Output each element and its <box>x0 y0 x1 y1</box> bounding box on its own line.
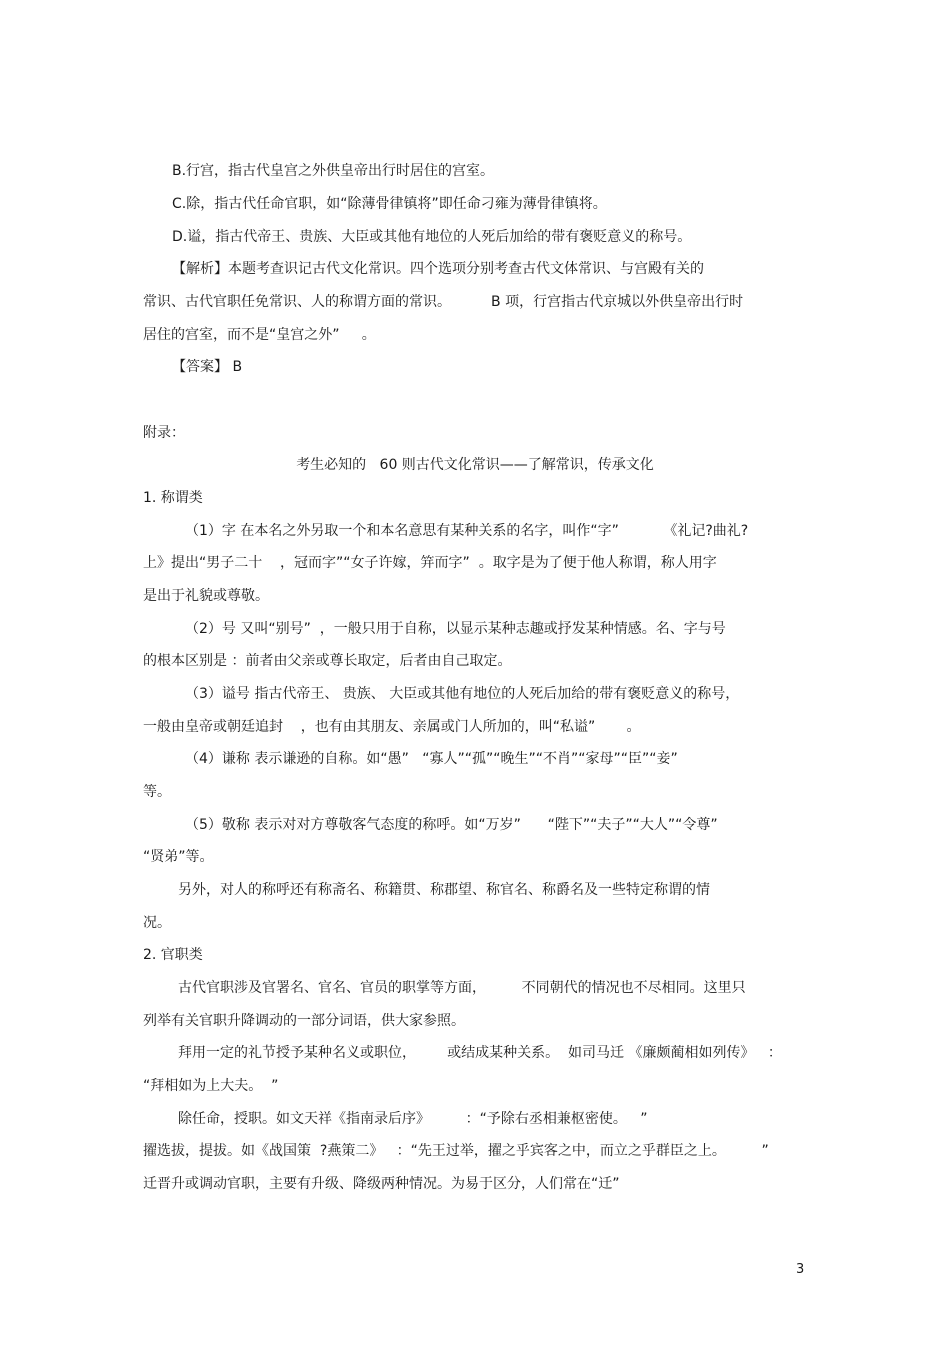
option-b: B.行宫，指古代皇宫之外供皇帝出行时居住的宫室。 <box>172 163 495 179</box>
paragraph-zi-line-3: 是出于礼貌或尊敬。 <box>143 588 269 604</box>
paragraph-zi-line-1: （1）字 在本名之外另取一个和本名意思有某种关系的名字，叫作“字” 《礼记?曲礼? <box>185 523 749 539</box>
analysis-line-3: 居住的宫室，而不是“皇宫之外” 。 <box>143 327 376 343</box>
section-heading-2: 2. 官职类 <box>143 947 203 963</box>
page-number: 3 <box>796 1262 805 1277</box>
paragraph-qiancheng-line-1: （4）谦称 表示谦逊的自称。如“愚” “寡人”“孤”“晚生”“不肖”“家母”“臣”“妾” <box>185 751 678 767</box>
paragraph-bai-line-1: 拜用一定的礼节授予某种名义或职位， 或结成某种关系。 如司马迁 《廉颇蔺相如列传》 ： <box>178 1045 782 1061</box>
paragraph-chu: 除任命，授职。如文天祥《指南录后序》 ：“予除右丞相兼枢密使。 ” <box>178 1111 648 1127</box>
paragraph-qian: 迁晋升或调动官职，主要有升级、降级两种情况。为易于区分，人们常在“迁” <box>143 1176 620 1192</box>
option-c: C.除，指古代任命官职，如“除薄骨律镇将”即任命刁雍为薄骨律镇将。 <box>172 196 607 212</box>
appendix-title: 考生必知的 60 则古代文化常识——了解常识，传承文化 <box>296 457 654 473</box>
appendix-label: 附录： <box>143 425 185 441</box>
paragraph-hao-line-1: （2）号 又叫“别号” ，一般只用于自称，以显示某种志趣或抒发某种情感。名、字与号 <box>185 621 726 637</box>
paragraph-jingcheng-line-2: “贤弟”等。 <box>143 849 214 865</box>
paragraph-shihao-line-2: 一般由皇帝或朝廷追封 ，也有由其朋友、亲属或门人所加的，叫“私谥” 。 <box>143 719 641 735</box>
analysis-line-2: 常识、古代官职任免常识、人的称谓方面的常识。 B 项，行宫指古代京城以外供皇帝出行时 <box>143 294 744 310</box>
paragraph-zhuo: 擢选拔，提拔。如《战国策 ?燕策二》 ：“先王过举，擢之乎宾客之中，而立之乎群臣之上。 ” <box>143 1143 769 1159</box>
paragraph-guanzhi-line-1: 古代官职涉及官署名、官名、官员的职掌等方面， 不同朝代的情况也不尽相同。这里只 <box>178 980 746 996</box>
paragraph-bai-line-2: “拜相如为上大夫。 ” <box>143 1078 279 1094</box>
analysis-line-1: 【解析】本题考查识记古代文化常识。四个选项分别考查古代文体常识、与宫殿有关的 <box>172 261 704 277</box>
paragraph-shihao-line-1: （3）谥号 指古代帝王、 贵族、 大臣或其他有地位的人死后加给的带有褒贬意义的称号， <box>185 686 740 702</box>
option-d: D.谥，指古代帝王、贵族、大臣或其他有地位的人死后加给的带有褒贬意义的称号。 <box>172 229 692 245</box>
paragraph-other-line-2: 况。 <box>143 915 171 931</box>
paragraph-qiancheng-line-2: 等。 <box>143 784 171 800</box>
section-heading-1: 1. 称谓类 <box>143 490 203 506</box>
paragraph-jingcheng-line-1: （5）敬称 表示对对方尊敬客气态度的称呼。如“万岁” “陛下”“夫子”“大人”“令尊” <box>185 817 718 833</box>
paragraph-zi-line-2: 上》提出“男子二十 ，冠而字”“女子许嫁，笄而字” 。取字是为了便于他人称谓，称人用字 <box>143 555 717 571</box>
answer-line: 【答案】 B <box>172 359 243 375</box>
paragraph-hao-line-2: 的根本区别是 ：前者由父亲或尊长取定，后者由自己取定。 <box>143 653 512 669</box>
paragraph-other-line-1: 另外，对人的称呼还有称斋名、称籍贯、称郡望、称官名、称爵名及一些特定称谓的情 <box>178 882 710 898</box>
paragraph-guanzhi-line-2: 列举有关官职升降调动的一部分词语，供大家参照。 <box>143 1013 465 1029</box>
